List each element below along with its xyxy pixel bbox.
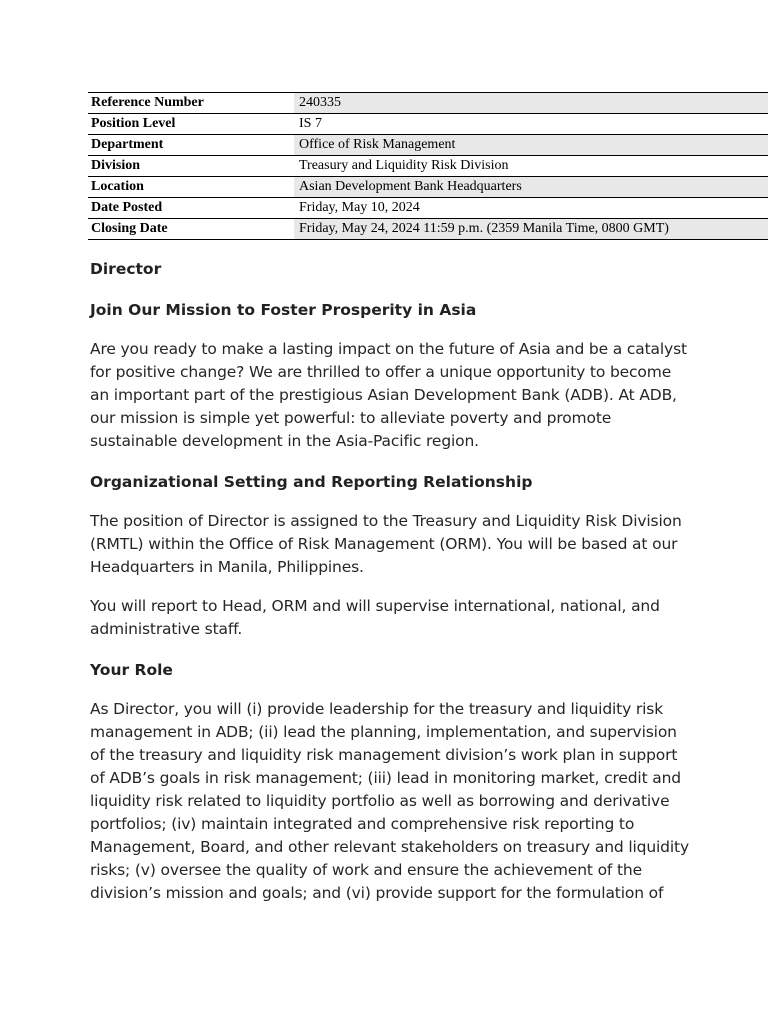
table-row-closing-date [88,219,768,240]
position-level-label: Position Level [88,114,294,135]
table-row-location [88,177,768,198]
date-posted-label: Date Posted [88,198,294,219]
intro-heading: Join Our Mission to Foster Prosperity in Asia [90,301,477,319]
intro-paragraph: Are you ready to make a lasting impact on the future of Asia and be a catalyst for positive change? We are thrilled to offer a unique opportunity to become an important part of the prestigious Asian Development Bank (ADB). At ADB, our mission is simple yet powerful: to alleviate poverty and promote sustainable development in the Asia-Pacific region. [90,340,687,450]
table-row-position-level [88,114,768,135]
document-title: Director [90,260,162,278]
your-role-heading: Your Role [90,661,173,679]
table-row-date-posted [88,198,768,219]
closing-date-value: Friday, May 24, 2024 11:59 p.m. (2359 Manila Time, 0800 GMT) [294,219,768,240]
table-row-division [88,156,768,177]
org-setting-paragraph: The position of Director is assigned to the Treasury and Liquidity Risk Division (RMTL) within the Office of Risk Management (ORM). You will be based at our Headquarters in Manila, Philippines. [90,512,682,576]
reference-number-value: 240335 [294,93,768,114]
position-level-value: IS 7 [294,114,768,135]
division-label: Division [88,156,294,177]
your-role-paragraph: As Director, you will (i) provide leadership for the treasury and liquidity risk management in ADB; (ii) lead the planning, implementation, and supervision of the treasury and liquidity risk management division’s work plan in support of ADB’s goals in risk management; (iii) lead in monitoring market, credit and liquidity risk related to liquidity portfolio as well as borrowing and derivative portfolios; (iv) maintain integrated and comprehensive risk reporting to Management, Board, and other relevant stakeholders on treasury and liquidity risks; (v) oversee the quality of work and ensure the achievement of the division’s mission and goals; and (vi) provide support for the formulation of [90,700,689,902]
job-info-table [88,92,768,240]
division-value: Treasury and Liquidity Risk Division [294,156,768,177]
table-row-department [88,135,768,156]
department-label: Department [88,135,294,156]
location-value: Asian Development Bank Headquarters [294,177,768,198]
reference-number-label: Reference Number [88,93,294,114]
reporting-paragraph: You will report to Head, ORM and will supervise international, national, and administrative staff. [90,597,660,638]
document-body [90,256,690,905]
table-row-reference-number [88,93,768,114]
closing-date-label: Closing Date [88,219,294,240]
date-posted-value: Friday, May 10, 2024 [294,198,768,219]
department-value: Office of Risk Management [294,135,768,156]
location-label: Location [88,177,294,198]
org-setting-heading: Organizational Setting and Reporting Relationship [90,473,533,491]
